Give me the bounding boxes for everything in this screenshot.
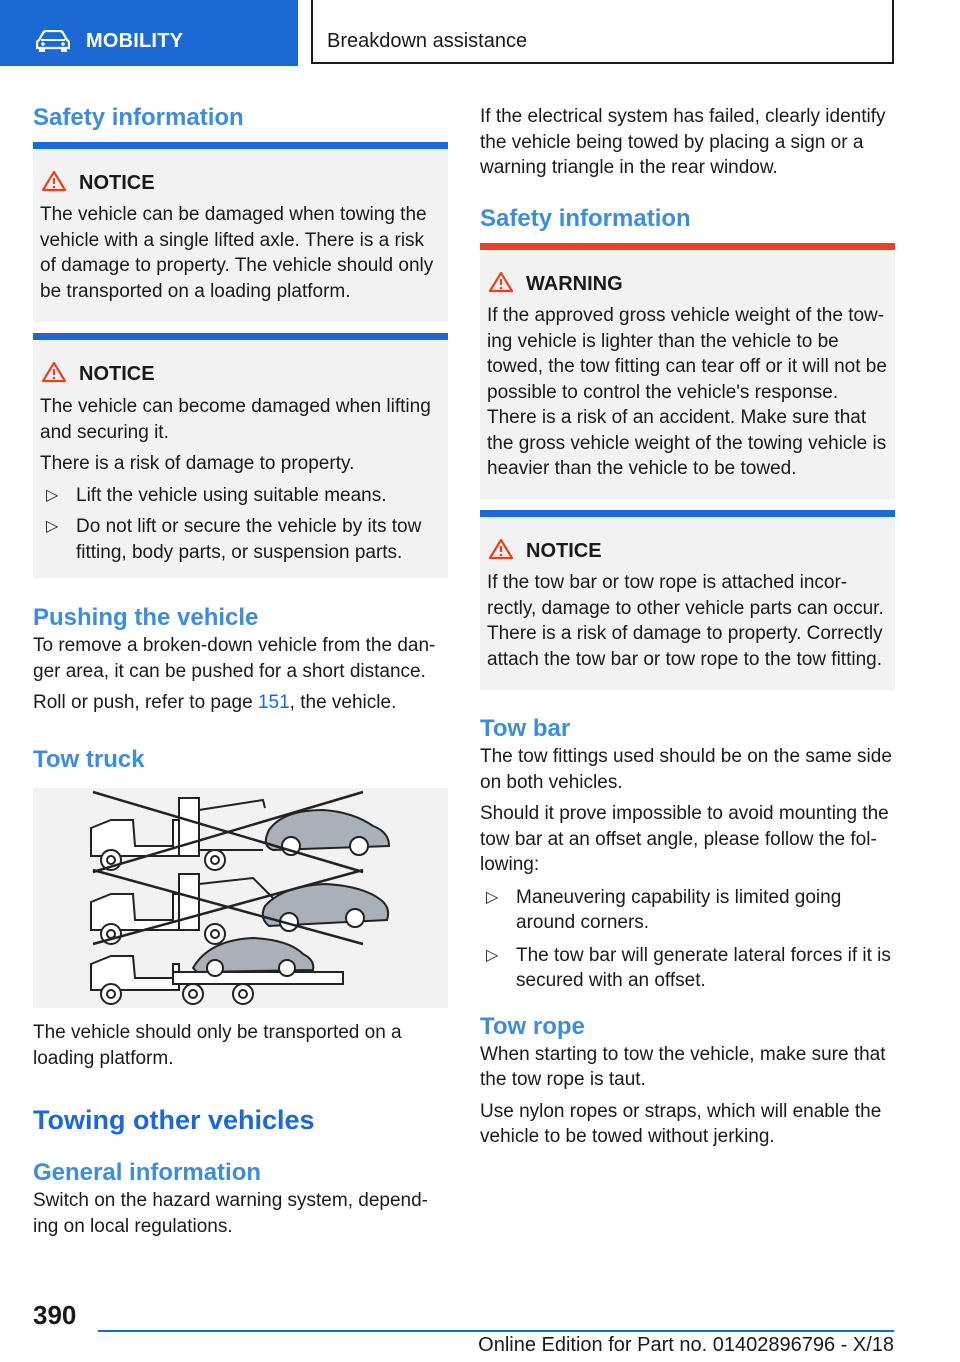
edition-text: Online Edition for Part no. 01402896796 - X/18 [478, 1334, 894, 1356]
notice-title: NOTICE [79, 363, 155, 385]
tow-truck-illustration [33, 788, 448, 1008]
tow-bar-heading: Tow bar [480, 715, 571, 742]
triangle-bullet-icon: ▷ [486, 946, 499, 964]
general-info-text: Switch on the hazard warning system, depend‐ing on local regulations. [33, 1190, 428, 1237]
tow-truck-heading: Tow truck [33, 746, 145, 773]
tow-bar-section [480, 714, 895, 1150]
triangle-bullet-icon: ▷ [46, 518, 59, 535]
list-item: ▷ Lift the vehicle using suitable means. [40, 483, 443, 509]
pushing-heading: Pushing the vehicle [33, 604, 259, 631]
tow-rope-text: Use nylon ropes or straps, which will enable the vehicle to be towed without jerking. [480, 1100, 882, 1147]
tow-rope-heading: Tow rope [480, 1012, 585, 1040]
tow-truck-caption-block [33, 1020, 448, 1071]
section-tab[interactable] [0, 0, 298, 66]
notice-body [40, 394, 443, 565]
notice-title: NOTICE [79, 172, 155, 194]
safety-info-heading: Safety information [33, 104, 244, 131]
warning-box [480, 243, 895, 499]
tow-bar-text: The tow fittings used should be on the same side on both vehicles. [480, 746, 892, 793]
notice-title: NOTICE [526, 540, 602, 562]
notice-text: The vehicle can become damaged when lifting and securing it. [40, 396, 431, 443]
tow-rope-text: When starting to tow the vehicle, make sure that the tow rope is taut. [480, 1043, 886, 1090]
list-item: ▷ Do not lift or secure the vehicle by its tow fitting, body parts, or suspension parts. [46, 516, 422, 563]
notice-bar [33, 142, 448, 149]
chapter-header [311, 0, 894, 64]
safety-info-heading-right: Safety information [480, 205, 691, 232]
warning-triangle-icon [488, 538, 514, 565]
triangle-bullet-icon: ▷ [46, 486, 59, 504]
page-link[interactable]: 151 [257, 692, 290, 713]
notice-bar [33, 333, 448, 340]
triangle-bullet-icon: ▷ [486, 888, 499, 906]
warning-triangle-icon [488, 271, 514, 298]
notice-text: If the tow bar or tow rope is attached incor‐rectly, damage to other vehicle parts can occur. There is a risk of damage to property. Correctly attach the tow bar or tow rope to the tow fitting. [487, 572, 884, 670]
tow-truck-caption: The vehicle should only be transported on a loading platform. [33, 1022, 402, 1069]
list-item: ▷ Maneuvering capability is limited going around corners. [486, 886, 842, 933]
pushing-text: To remove a broken-down vehicle from the dan‐ger area, it can be pushed for a short distance. [33, 635, 436, 682]
section-label: MOBILITY [86, 30, 184, 52]
warning-title: WARNING [526, 273, 623, 295]
warning-bar [480, 243, 895, 250]
page-reference: Roll or push, refer to page 151, the vehicle. [33, 692, 397, 713]
notice-box [33, 333, 448, 578]
car-icon [36, 30, 70, 57]
warning-triangle-icon [41, 361, 67, 388]
notice-text: The vehicle can be damaged when towing the vehicle with a single lifted axle. There is a risk of damage to property. The vehicle should only be transported on a loading platform. [40, 204, 434, 302]
intro-block [480, 104, 895, 181]
warning-triangle-icon [41, 170, 67, 197]
tow-bar-text: Should it prove impossible to avoid mounting the tow bar at an offset angle, please follow the fol‐lowing: [480, 803, 889, 875]
towing-other-section [33, 1104, 448, 1239]
warning-text: If the approved gross vehicle weight of the tow‐ing vehicle is lighter than the vehicle to be towed, the tow fitting can tear off or it will not be possible to control the vehicle's response. There is a risk of an accident. Make sure that the gross vehicle weight of the towing vehicle is heavier than the vehicle to be towed. [487, 305, 887, 479]
pushing-section [33, 603, 448, 716]
notice-box [480, 510, 895, 690]
notice-text: There is a risk of damage to property. [40, 453, 355, 474]
chapter-title: Breakdown assistance [327, 30, 528, 52]
towing-other-heading: Towing other vehicles [33, 1105, 315, 1135]
page-number: 390 [33, 1300, 77, 1330]
footer-divider [98, 1330, 894, 1332]
general-info-heading: General information [33, 1159, 262, 1186]
intro-text: If the electrical system has failed, clearly identify the vehicle being towed by placing a sign or a warning triangle in the rear window. [480, 106, 886, 178]
list-item: ▷ The tow bar will generate lateral forces if it is secured with an offset. [486, 944, 891, 991]
notice-box [33, 142, 448, 322]
notice-bar [480, 510, 895, 517]
